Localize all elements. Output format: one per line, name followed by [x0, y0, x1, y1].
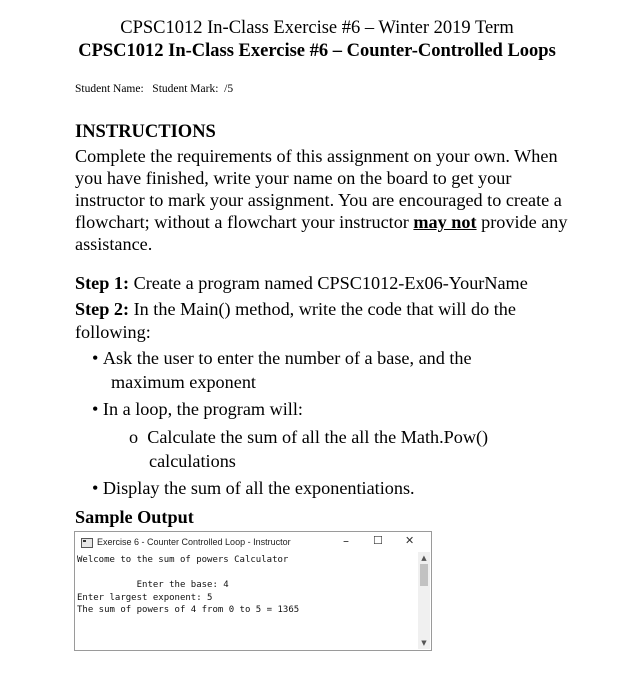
bullet-1-continuation: maximum exponent — [111, 372, 256, 392]
scroll-up-arrow-icon[interactable]: ▲ — [421, 554, 427, 562]
sub-bullet-1: o Calculate the sum of all the all the Math.Pow() — [129, 427, 489, 447]
document-title: CPSC1012 In-Class Exercise #6 – Counter-Controlled Loops — [78, 41, 556, 61]
bullet-3: • Display the sum of all the exponentiations. — [92, 478, 415, 498]
console-line: Enter largest exponent: 5 — [77, 592, 213, 603]
instructions-emphasis: may not — [413, 212, 477, 232]
console-line: Welcome to the sum of powers Calculator — [77, 555, 289, 565]
step-1 — [75, 273, 528, 294]
sub-bullet-1-continuation: calculations — [149, 451, 236, 471]
close-button[interactable]: ✕ — [405, 534, 415, 547]
console-output — [77, 554, 413, 617]
step-2-text: In the Main() method, write the code that will do the — [129, 299, 516, 319]
minimize-button[interactable]: – — [343, 534, 349, 548]
step-2 — [75, 299, 516, 320]
console-window — [74, 531, 432, 651]
step-2-label: Step 2: — [75, 299, 130, 319]
maximize-button[interactable]: ☐ — [373, 534, 383, 547]
step-1-text: Create a program named CPSC1012-Ex06-YourName — [129, 273, 528, 293]
scrollbar-thumb[interactable] — [420, 564, 428, 586]
bullet-2-text: In a loop, the program will: — [102, 399, 303, 419]
instructions-text-end: provide any assistance. — [75, 212, 568, 254]
console-window-title: Exercise 6 - Counter Controlled Loop - Instructor — [97, 537, 291, 547]
bullet-2: • In a loop, the program will: — [92, 399, 303, 419]
bullet-1-text: Ask the user to enter the number of a base, and the — [102, 348, 472, 368]
instructions-text: Complete the requirements of this assignment on your own. When you have finished, write your name on the board to get your instructor to mark your assignment. You are encouraged to create a flowchart; without a flowchart your instructor — [75, 146, 562, 232]
scroll-down-arrow-icon[interactable]: ▼ — [421, 639, 427, 647]
console-app-icon — [81, 538, 93, 548]
console-line: The sum of powers of 4 from 0 to 5 = 1365 — [77, 605, 300, 615]
console-scrollbar[interactable] — [418, 552, 430, 649]
console-line — [77, 567, 413, 580]
document-header-term: CPSC1012 In-Class Exercise #6 – Winter 2019 Term — [120, 18, 514, 38]
instructions-paragraph — [75, 145, 575, 255]
student-info-line: Student Name: Student Mark: /5 — [75, 83, 234, 95]
step-1-label: Step 1: — [75, 273, 130, 293]
bullet-1: • Ask the user to enter the number of a base, and the — [92, 348, 472, 368]
console-title-bar[interactable] — [75, 532, 431, 552]
sub-bullet-1-text: Calculate the sum of all the all the Math.Pow() — [147, 427, 489, 447]
step-2-continuation: following: — [75, 322, 151, 342]
sample-output-heading: Sample Output — [75, 507, 194, 527]
bullet-3-text: Display the sum of all the exponentiations. — [102, 478, 415, 498]
instructions-heading: INSTRUCTIONS — [75, 122, 216, 142]
console-line: Enter the base: 4 — [77, 580, 229, 590]
